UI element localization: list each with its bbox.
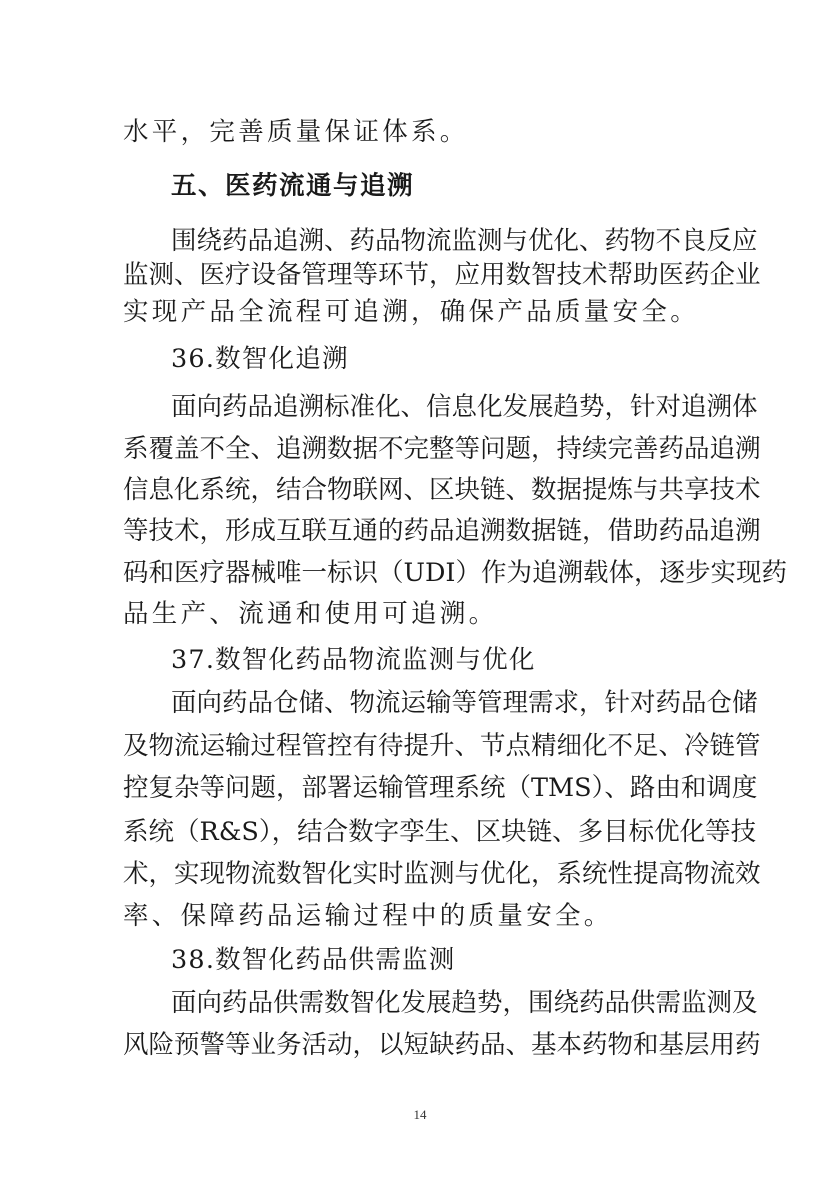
paragraph-line: 围绕药品追溯、药品物流监测与优化、药物不良反应 (171, 226, 758, 256)
paragraph-line: 面向药品供需数智化发展趋势，围绕药品供需监测及 (171, 988, 758, 1018)
paragraph-line: 率、保障药品运输过程中的质量安全。 (123, 901, 613, 931)
paragraph-line: 系统（R&S），结合数字孪生、区块链、多目标优化等技 (123, 817, 757, 847)
paragraph-line: 信息化系统，结合物联网、区块链、数据提炼与共享技术 (123, 475, 761, 505)
subsection-heading: 36.数智化追溯 (171, 344, 349, 374)
paragraph-line: 实现产品全流程可追溯，确保产品质量安全。 (123, 297, 700, 327)
paragraph-line: 码和医疗器械唯一标识（UDI）作为追溯载体，逐步实现药 (123, 558, 788, 588)
subsection-heading: 38.数智化药品供需监测 (171, 945, 456, 975)
paragraph-line: 系覆盖不全、追溯数据不完整等问题，持续完善药品追溯 (123, 434, 761, 464)
page-number: 14 (413, 1107, 427, 1122)
paragraph-line: 面向药品追溯标准化、信息化发展趋势，针对追溯体 (171, 392, 758, 422)
paragraph-line: 术，实现物流数智化实时监测与优化，系统性提高物流效 (123, 859, 761, 889)
paragraph-line: 控复杂等问题，部署运输管理系统（TMS）、路由和调度 (123, 773, 758, 803)
paragraph-line: 风险预警等业务活动，以短缺药品、基本药物和基层用药 (123, 1030, 761, 1060)
subsection-heading: 37.数智化药品物流监测与优化 (171, 645, 536, 675)
paragraph-line: 及物流运输过程管控有待提升、节点精细化不足、冷链管 (123, 731, 761, 761)
paragraph-line: 面向药品仓储、物流运输等管理需求，针对药品仓储 (171, 688, 758, 718)
paragraph-line: 等技术，形成互联互通的药品追溯数据链，借助药品追溯 (123, 516, 761, 546)
section-heading: 五、医药流通与追溯 (171, 171, 415, 201)
paragraph-line: 监测、医疗设备管理等环节，应用数智技术帮助医药企业 (123, 260, 761, 290)
paragraph-line: 品生产、流通和使用可追溯。 (123, 599, 498, 629)
paragraph-line: 水平，完善质量保证体系。 (123, 117, 469, 147)
